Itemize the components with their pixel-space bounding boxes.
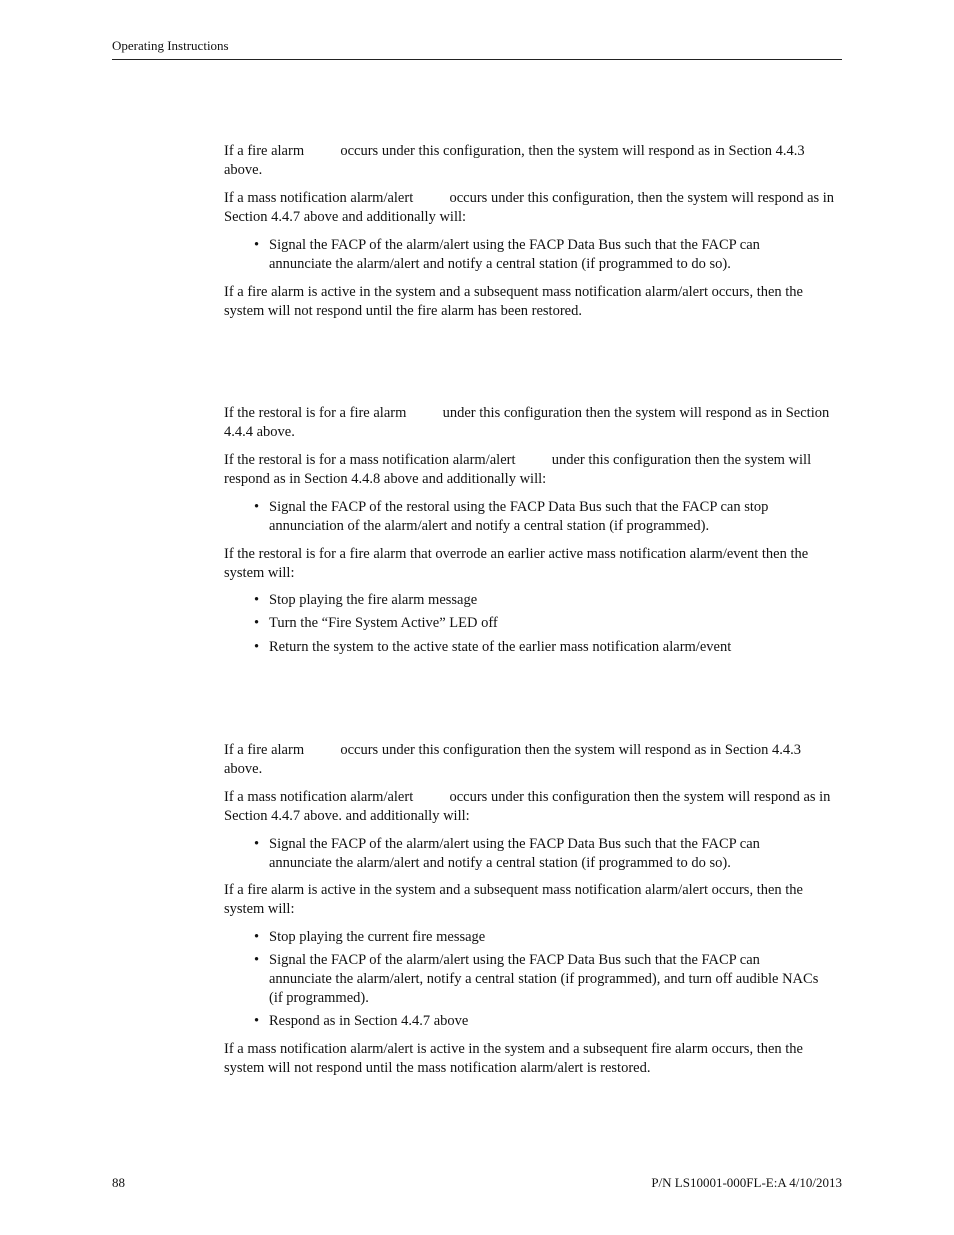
bullet-icon: • — [254, 499, 260, 515]
paragraph: If a mass notification alarm/alert occurs under this configuration then the system will respond as in Section 4.4.7 above. and additionally will: — [224, 789, 835, 824]
paragraph: If a mass notification alarm/alert is active in the system and a subsequent fire alarm occurs, then the system will not respond until the mass notification alarm/alert is restored. — [224, 1041, 803, 1076]
bullet-item — [254, 951, 824, 1008]
bullet-text: Turn the “Fire System Active” LED off — [269, 615, 498, 631]
bullet-icon: • — [254, 836, 260, 852]
paragraph: If a fire alarm is active in the system and a subsequent mass notification alarm/alert occurs, then the system will not respond until the fire alarm has been restored. — [224, 284, 803, 319]
bullet-icon: • — [254, 929, 260, 945]
bullet-text: Signal the FACP of the restoral using the FACP Data Bus such that the FACP can stop annunciation of the alarm/alert and notify a central station (if programmed). — [269, 499, 769, 534]
bullet-text: Return the system to the active state of the earlier mass notification alarm/event — [269, 639, 732, 655]
bullet-item — [254, 614, 824, 633]
bullet-icon: • — [254, 237, 260, 253]
bullet-icon: • — [254, 639, 260, 655]
paragraph: If the restoral is for a fire alarm under this configuration then the system will respond as in Section 4.4.4 above. — [224, 405, 833, 440]
paragraph: If a fire alarm occurs under this configuration, then the system will respond as in Section 4.4.3 above. — [224, 143, 809, 178]
part-number: P/N LS10001-000FL-E:A 4/10/2013 — [651, 1175, 842, 1190]
paragraph: If a fire alarm occurs under this configuration then the system will respond as in Section 4.4.3 above. — [224, 742, 805, 777]
page-number: 88 — [112, 1175, 125, 1190]
bullet-text: Stop playing the current fire message — [269, 929, 486, 945]
bullet-icon: • — [254, 1013, 260, 1029]
bullet-icon: • — [254, 592, 260, 608]
running-header: Operating Instructions — [112, 38, 229, 53]
paragraph: If the restoral is for a mass notification alarm/alert under this configuration then the system will respond as in Section 4.4.8 above and additionally will: — [224, 452, 815, 487]
bullet-text: Stop playing the fire alarm message — [269, 592, 478, 608]
bullet-item — [254, 835, 824, 873]
bullet-item — [254, 236, 824, 274]
bullet-text: Signal the FACP of the alarm/alert using the FACP Data Bus such that the FACP can annunciate the alarm/alert, notify a central station (if programmed), and turn off audible NACs (if programmed). — [269, 952, 819, 1006]
bullet-item — [254, 928, 824, 947]
bullet-text: Signal the FACP of the alarm/alert using the FACP Data Bus such that the FACP can annunciate the alarm/alert and notify a central station (if programmed to do so). — [269, 836, 760, 871]
bullet-icon: • — [254, 952, 260, 968]
paragraph: If a fire alarm is active in the system and a subsequent mass notification alarm/alert occurs, then the system will: — [224, 882, 803, 917]
bullet-item — [254, 498, 824, 536]
paragraph: If the restoral is for a fire alarm that overrode an earlier active mass notification alarm/event then the system will: — [224, 546, 809, 581]
paragraph: If a mass notification alarm/alert occurs under this configuration, then the system will respond as in Section 4.4.7 above and additionally will: — [224, 190, 838, 225]
header-rule — [112, 59, 842, 60]
bullet-text: Signal the FACP of the alarm/alert using the FACP Data Bus such that the FACP can annunciate the alarm/alert and notify a central station (if programmed to do so). — [269, 237, 760, 272]
bullet-text: Respond as in Section 4.4.7 above — [269, 1013, 469, 1029]
bullet-item — [254, 591, 824, 610]
bullet-icon: • — [254, 615, 260, 631]
bullet-item — [254, 638, 824, 657]
bullet-item — [254, 1012, 824, 1031]
